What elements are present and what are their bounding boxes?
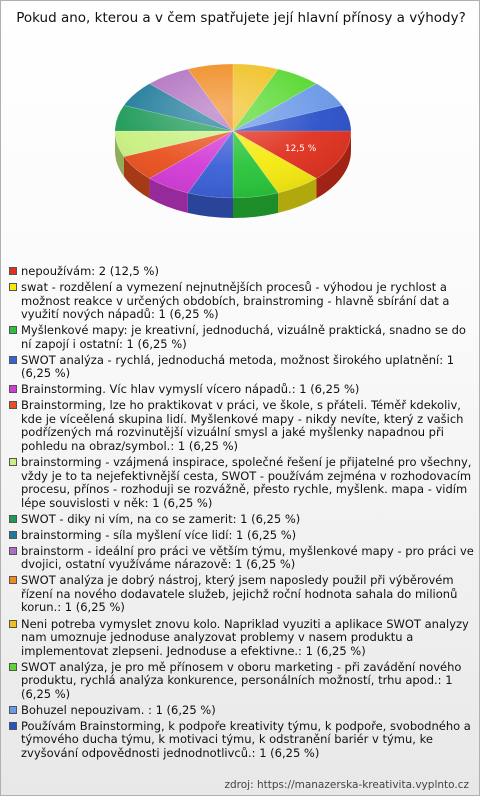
legend-item <box>9 399 475 453</box>
legend-swatch <box>9 706 17 714</box>
legend-swatch <box>9 515 17 523</box>
legend-label: Brainstorming, lze ho praktikovat v práci, ve škole, s přáteli. Téměř kdekoliv, kde je víceělená skupina lidí. Myšlenkové mapy - nikdy nevíte, který z vašich podřízených má rozvinutější vizuální smysl a jaké myšlenky napadnou při pohledu na obraz/symbol.: 1 (6,25 %) <box>21 398 464 453</box>
legend-item <box>9 281 475 322</box>
legend-label: brainstorm - ideální pro práci ve větším týmu, myšlenkové mapy - pro práci ve dvojici, ostatní využíváme nárazově: 1 (6,25 %) <box>21 543 474 572</box>
legend-swatch <box>9 326 17 334</box>
legend-item <box>9 529 475 543</box>
legend-item <box>9 456 475 510</box>
legend-swatch <box>9 576 17 584</box>
legend-swatch <box>9 620 17 628</box>
legend-item <box>9 265 475 279</box>
legend-item <box>9 574 475 615</box>
legend-swatch <box>9 267 17 275</box>
legend-label: Používám Brainstorming, k podpoře kreativity týmu, k podpoře, svobodného a týmového ducha týmu, k motivaci týmu, k odstranění bariér v týmu, ke zvyšování odpovědnosti jednodnotlivců.: 1 (6,25 %) <box>21 718 471 760</box>
legend-item <box>9 720 475 761</box>
legend-label: SWOT - diky ni vím, na co se zamerit: 1 (6,25 %) <box>21 511 301 526</box>
legend-item <box>9 661 475 702</box>
legend-label: brainstorming - síla myšlení více lidí: 1 (6,25 %) <box>21 527 297 542</box>
legend-label: brainstorming - vzájmená inspirace, společné řešení je přijatelné pro všechny, vždy je to ta nejefektivnější cesta, SWOT - používám zejména v rozhodovacím procesu, přínos - rozhoduji se rozvážně, přesto rychle, myšlenk. mapa - vidím lépe souvislosti v něk: 1 (6,25 %) <box>21 455 472 510</box>
legend-swatch <box>9 401 17 409</box>
pie-chart <box>1 46 480 246</box>
legend-item <box>9 354 475 381</box>
legend-label: Myšlenkové mapy: je kreativní, jednoduchá, vizuálně praktická, snadno se do ní zapojí i ostatní: 1 (6,25 %) <box>21 323 466 351</box>
pie-gloss <box>115 64 351 198</box>
legend-swatch <box>9 663 17 671</box>
chart-title: Pokud ano, kterou a v čem spatřujete její hlavní přínosy a výhody? <box>16 10 466 26</box>
legend-label: Brainstorming. Víc hlav vymyslí vícero nápadů.: 1 (6,25 %) <box>21 382 360 397</box>
legend-swatch <box>9 385 17 393</box>
legend-label: Neni potreba vymyslet znovu kolo. Napriklad vyuziti a aplikace SWOT analyzy nam umoznuje jednoduse analyzovat problemy v nasem produktu a implementovat zlepseni. Jednoduse a efektivne.: 1 (6,25 %) <box>21 616 469 658</box>
legend-label: swat - rozdělení a vymezení nejnutnějších procesů - výhodou je rychlost a možnost reakce v určených obdobích, brainstroming - hlavně sbírání dat a využití nových nápadů: 1 (6,25 %) <box>21 280 450 322</box>
legend-swatch <box>9 531 17 539</box>
legend-item <box>9 324 475 351</box>
legend-label: SWOT analýza je dobrý nástroj, který jsem naposledy použil při výběrovém řízení na nového dodavatele služeb, jejichž roční hodnota sahala do milionů korun.: 1 (6,25 %) <box>21 573 458 615</box>
legend-swatch <box>9 547 17 555</box>
legend-label: nepoužívám: 2 (12,5 %) <box>21 264 159 278</box>
pie-data-label: 12,5 % <box>284 143 317 154</box>
legend-label: Bohuzel nepouzivam. : 1 (6,25 %) <box>21 702 216 717</box>
legend-item <box>9 513 475 527</box>
legend-swatch <box>9 283 17 291</box>
legend-swatch <box>9 458 17 466</box>
legend-label: SWOT analýza, je pro mě přínosem v oboru marketing - při zavádění nového produktu, rychlá analýza konkurence, personálních možností, trhu apod.: 1 (6,25 %) <box>21 659 462 701</box>
legend-swatch <box>9 356 17 364</box>
legend <box>9 265 475 763</box>
legend-item <box>9 704 475 718</box>
source-note: zdroj: https://manazerska-kreativita.vyplnto.cz <box>224 779 469 791</box>
legend-item <box>9 618 475 659</box>
legend-item <box>9 383 475 397</box>
legend-label: SWOT analýza - rychlá, jednoduchá metoda, možnost širokého uplatnění: 1 (6,25 %) <box>21 352 455 381</box>
legend-item <box>9 545 475 572</box>
legend-swatch <box>9 722 17 730</box>
